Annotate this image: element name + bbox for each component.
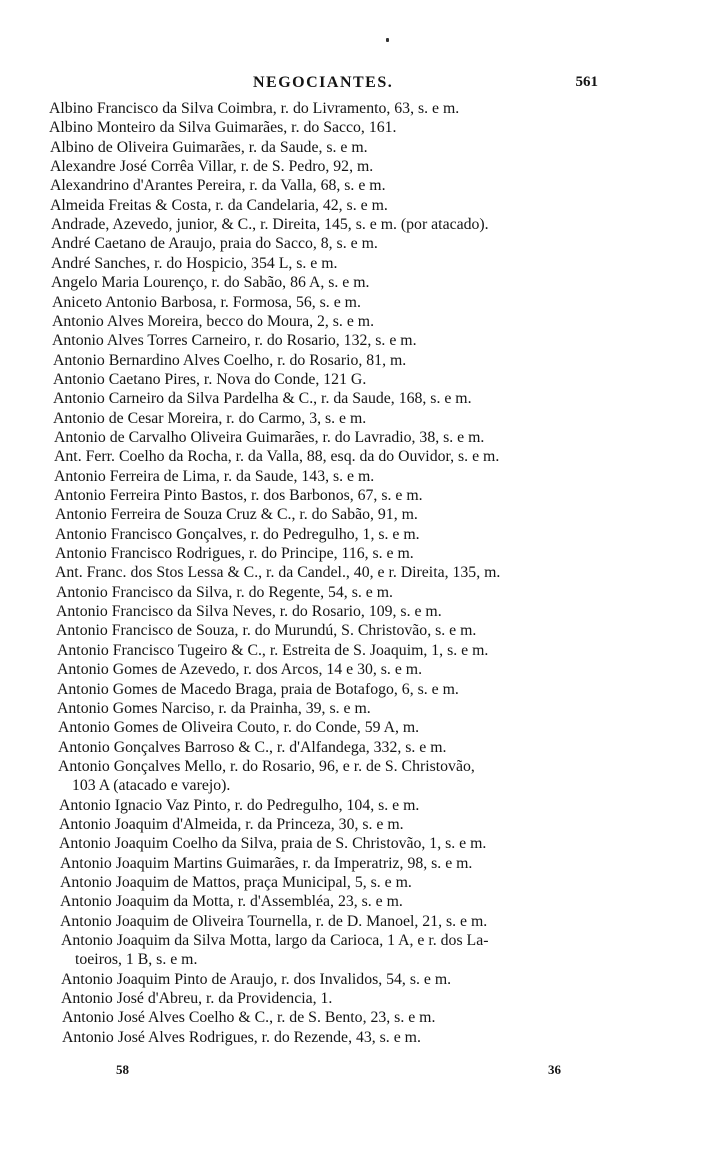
merchant-entry: Alexandre José Corrêa Villar, r. de S. Pedro, 92, m. [50, 158, 374, 175]
merchant-entry: Aniceto Antonio Barbosa, r. Formosa, 56, s. e m. [52, 294, 361, 311]
merchant-entry: Antonio Joaquim de Oliveira Tournella, r. de D. Manoel, 21, s. e m. [60, 913, 488, 930]
merchant-entry: Antonio José Alves Rodrigues, r. do Rezende, 43, s. e m. [62, 1029, 421, 1046]
merchant-entry: Antonio Gomes de Macedo Braga, praia de Botafogo, 6, s. e m. [57, 681, 459, 698]
section-title: NEGOCIANTES. [253, 74, 394, 91]
merchant-entry: Antonio Joaquim d'Almeida, r. da Princeza, 30, s. e m. [59, 816, 404, 833]
merchant-entry: Alexandrino d'Arantes Pereira, r. da Valla, 68, s. e m. [50, 177, 386, 194]
merchant-entry: Ant. Ferr. Coelho da Rocha, r. da Valla, 88, esq. da do Ouvidor, s. e m. [54, 448, 500, 465]
merchant-entry: Antonio Francisco da Silva Neves, r. do Rosario, 109, s. e m. [56, 603, 442, 620]
merchant-entry: Antonio Carneiro da Silva Pardelha & C., r. da Saude, 168, s. e m. [53, 390, 472, 407]
merchant-entry: Antonio Joaquim da Motta, r. d'Assembléa, 23, s. e m. [60, 893, 403, 910]
entry-continuation: toeiros, 1 B, s. e m. [75, 951, 198, 968]
merchant-entry: Antonio Joaquim Coelho da Silva, praia de S. Christovão, 1, s. e m. [59, 835, 487, 852]
merchant-entry: André Sanches, r. do Hospicio, 354 L, s. e m. [51, 255, 338, 272]
merchant-entry: Almeida Freitas & Costa, r. da Candelaria, 42, s. e m. [50, 197, 388, 214]
merchant-entry: Ant. Franc. dos Stos Lessa & C., r. da Candel., 40, e r. Direita, 135, m. [55, 564, 501, 581]
merchant-entry: Antonio de Cesar Moreira, r. do Carmo, 3, s. e m. [53, 410, 367, 427]
merchant-entry: Antonio Alves Moreira, becco do Moura, 2, s. e m. [52, 313, 375, 330]
merchant-entry: Antonio Ferreira de Lima, r. da Saude, 143, s. e m. [54, 468, 375, 485]
merchant-entry: Antonio Gonçalves Barroso & C., r. d'Alfandega, 332, s. e m. [58, 739, 447, 756]
merchant-entry: Andrade, Azevedo, junior, & C., r. Direita, 145, s. e m. (por atacado). [51, 216, 489, 233]
merchant-entry: Antonio Francisco Gonçalves, r. do Pedregulho, 1, s. e m. [55, 526, 420, 543]
merchant-entry: Antonio Gomes de Azevedo, r. dos Arcos, 14 e 30, s. e m. [57, 661, 423, 678]
merchant-entry: Antonio de Carvalho Oliveira Guimarães, r. do Lavradio, 38, s. e m. [54, 429, 485, 446]
merchant-entry: Antonio Gomes Narciso, r. da Prainha, 39, s. e m. [57, 700, 371, 717]
merchant-entry: Antonio Alves Torres Carneiro, r. do Rosario, 132, s. e m. [52, 332, 417, 349]
merchant-entry: André Caetano de Araujo, praia do Sacco, 8, s. e m. [51, 235, 378, 252]
merchant-entry: Antonio Caetano Pires, r. Nova do Conde, 121 G. [53, 371, 367, 388]
merchant-entry: Antonio Joaquim Martins Guimarães, r. da Imperatriz, 98, s. e m. [60, 855, 473, 872]
merchant-entry: Antonio Francisco de Souza, r. do Murundú, S. Christovão, s. e m. [56, 622, 477, 639]
merchant-entry: Antonio Ferreira Pinto Bastos, r. dos Barbonos, 67, s. e m. [54, 487, 423, 504]
footer-number: 36 [548, 1062, 561, 1077]
page-number: 561 [575, 74, 598, 90]
merchant-entry: Antonio Ferreira de Souza Cruz & C., r. do Sabão, 91, m. [55, 506, 418, 523]
page-header [48, 74, 598, 96]
merchant-entry: Antonio Francisco Rodrigues, r. do Principe, 116, s. e m. [55, 545, 414, 562]
merchant-entry: Antonio José Alves Coelho & C., r. de S. Bento, 23, s. e m. [62, 1009, 436, 1026]
merchant-entry: Antonio Gonçalves Mello, r. do Rosario, 96, e r. de S. Christovão, [58, 758, 475, 775]
merchant-entry: Antonio Joaquim da Silva Motta, largo da Carioca, 1 A, e r. dos La- [61, 932, 489, 949]
merchant-entry: Antonio Joaquim de Mattos, praça Municipal, 5, s. e m. [60, 874, 412, 891]
merchant-entry: Antonio José d'Abreu, r. da Providencia, 1. [61, 990, 333, 1007]
print-speck [386, 38, 389, 42]
merchant-entry: Albino de Oliveira Guimarães, r. da Saude, s. e m. [50, 139, 368, 156]
entry-continuation: 103 A (atacado e varejo). [72, 777, 231, 794]
merchant-entry: Albino Monteiro da Silva Guimarães, r. do Sacco, 161. [49, 119, 397, 136]
merchant-entry: Antonio Ignacio Vaz Pinto, r. do Pedregulho, 104, s. e m. [59, 797, 420, 814]
merchant-entry: Antonio Francisco da Silva, r. do Regente, 54, s. e m. [56, 584, 393, 601]
merchant-entry: Antonio Gomes de Oliveira Couto, r. do Conde, 59 A, m. [58, 719, 420, 736]
merchant-entry: Albino Francisco da Silva Coimbra, r. do Livramento, 63, s. e m. [49, 100, 460, 117]
merchant-entry: Antonio Bernardino Alves Coelho, r. do Rosario, 81, m. [53, 352, 407, 369]
signature-mark: 58 [116, 1062, 129, 1077]
merchant-entry: Angelo Maria Lourenço, r. do Sabão, 86 A, s. e m. [51, 274, 370, 291]
merchant-entry: Antonio Francisco Tugeiro & C., r. Estreita de S. Joaquim, 1, s. e m. [57, 642, 489, 659]
merchant-entry: Antonio Joaquim Pinto de Araujo, r. dos Invalidos, 54, s. e m. [61, 971, 452, 988]
